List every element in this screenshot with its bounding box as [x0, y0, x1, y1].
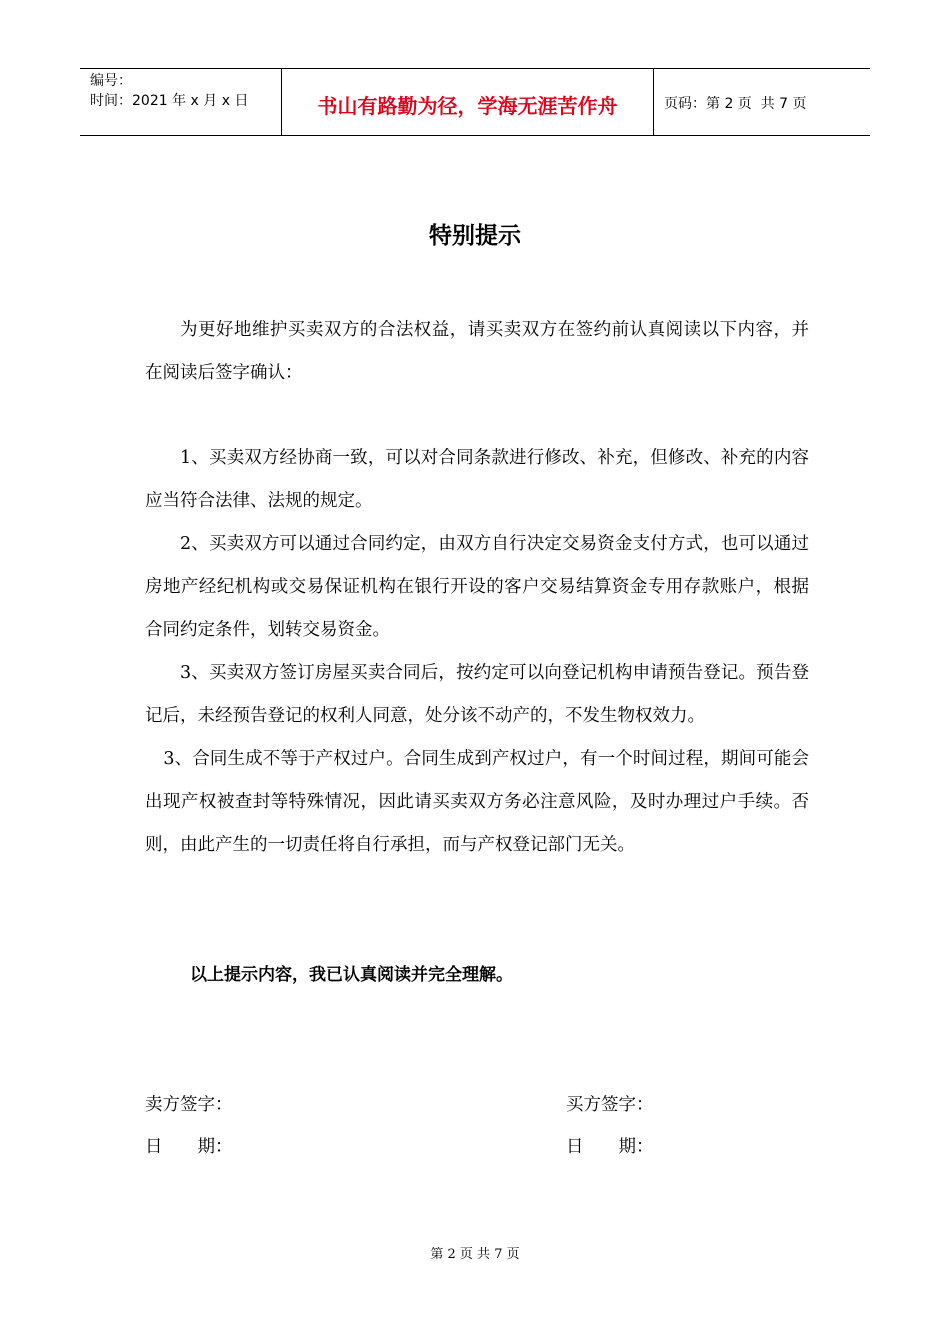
confirmation-statement: 以上提示内容，我已认真阅读并完全理解。: [190, 965, 513, 985]
notice-item: 3、买卖双方签订房屋买卖合同后，按约定可以向登记机构申请预告登记。预告登记后，未经预告登记的权利人同意，处分该不动产的，不发生物权效力。: [145, 663, 809, 726]
notice-item: 2、买卖双方可以通过合同约定，由双方自行决定交易资金支付方式，也可以通过房地产经纪机构或交易保证机构在银行开设的客户交易结算资金专用存款账户，根据合同约定条件，划转交易资金。: [145, 534, 809, 640]
notice-item: 3、合同生成不等于产权过户。合同生成到产权过户，有一个时间过程，期间可能会出现产权被查封等特殊情况，因此请买卖双方务必注意风险，及时办理过户手续。否则，由此产生的一切责任将自行承担，而与产权登记部门无关。: [145, 749, 809, 855]
seller-signature-label: 卖方签字：: [145, 1095, 233, 1115]
buyer-signature-label: 买方签字：: [566, 1095, 654, 1115]
document-title: 特别提示: [429, 223, 521, 249]
seller-date-label: 日 期：: [145, 1137, 233, 1157]
page-footer: 第 2 页 共 7 页: [430, 1247, 520, 1262]
code-label: 编号：: [90, 73, 132, 89]
header-meta: [80, 69, 282, 135]
header-page-info: [654, 69, 870, 135]
page-header: [80, 68, 870, 136]
intro-text: 为更好地维护买卖双方的合法权益，请买卖双方在签约前认真阅读以下内容，并在阅读后签字确认：: [145, 320, 809, 383]
buyer-date-label: 日 期：: [566, 1137, 654, 1157]
notice-items: [145, 437, 809, 867]
page-label: 页码：第 2 页 共 7 页: [664, 96, 807, 112]
notice-item: 1、买卖双方经协商一致，可以对合同条款进行修改、补充，但修改、补充的内容应当符合法律、法规的规定。: [145, 448, 809, 511]
intro-paragraph: [145, 309, 809, 395]
time-label: 时间：2021 年 x 月 x 日: [90, 93, 249, 109]
header-motto: 书山有路勤为径，学海无涯苦作舟: [282, 69, 654, 135]
